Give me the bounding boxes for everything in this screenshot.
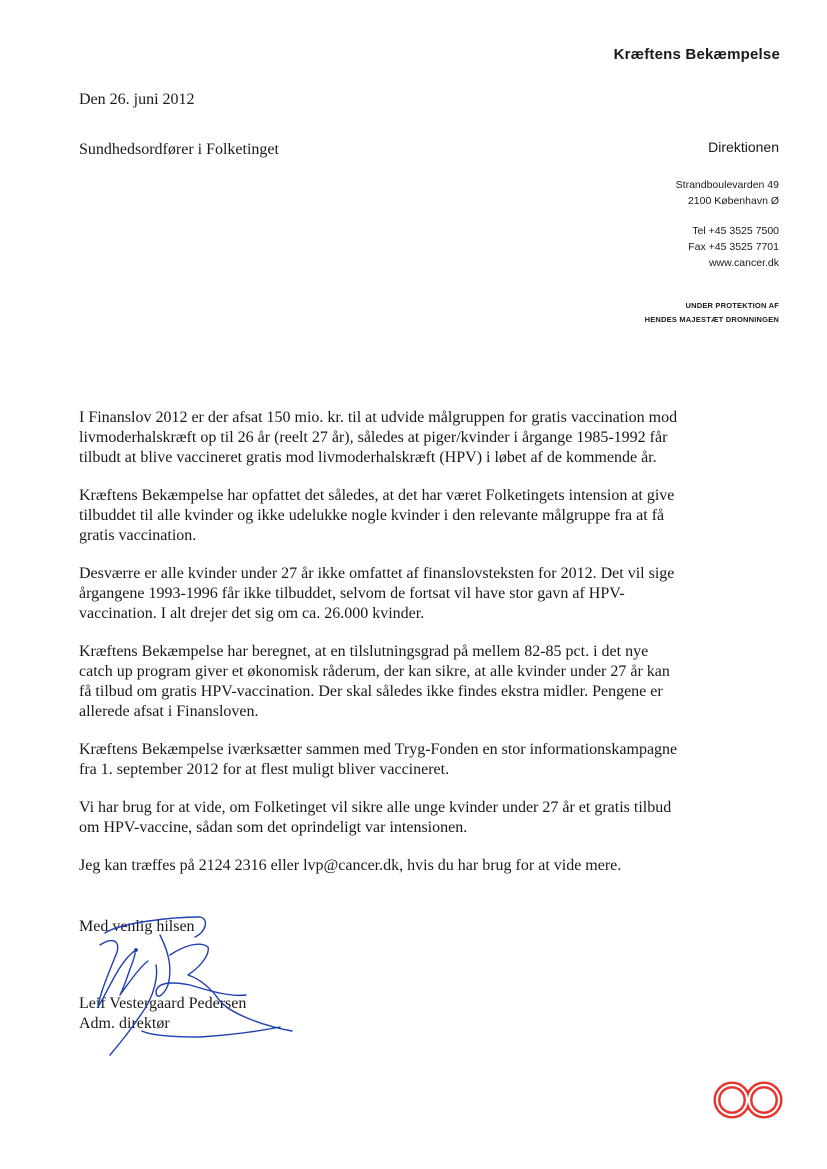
contact-block bbox=[688, 223, 779, 271]
paragraph bbox=[79, 408, 739, 468]
department: Direktionen bbox=[708, 139, 779, 155]
patronage-line: HENDES MAJESTÆT DRONNINGEN bbox=[644, 315, 779, 324]
paragraph bbox=[79, 856, 739, 876]
text-line: få tilbud om gratis HPV-vaccination. Der skal således ikke findes ekstra midler. Pengene er bbox=[79, 683, 663, 700]
organization-name: Kræftens Bekæmpelse bbox=[613, 46, 780, 63]
fax-line: Fax +45 3525 7701 bbox=[688, 241, 779, 253]
text-line: Vi har brug for at vide, om Folketinget vil sikre alle unge kvinder under 27 år et gratis tilbud bbox=[79, 799, 672, 816]
paragraph bbox=[79, 740, 739, 780]
handwritten-signature-icon bbox=[60, 895, 310, 1065]
text-line: Desværre er alle kvinder under 27 år ikke omfattet af finanslovsteksten for 2012. Det vil sige bbox=[79, 565, 675, 582]
patronage-line: UNDER PROTEKTION AF bbox=[685, 301, 779, 310]
text-line: Kræftens Bekæmpelse iværksætter sammen med Tryg-Fonden en stor informationskampagne bbox=[79, 741, 678, 758]
recipient: Sundhedsordfører i Folketinget bbox=[79, 141, 279, 158]
text-line: tilbudt at blive vaccineret gratis mod livmoderhalskræft (HPV) i løbet af de kommende år. bbox=[79, 449, 657, 466]
text-line: Kræftens Bekæmpelse har opfattet det således, at det har været Folketingets intension at give bbox=[79, 487, 675, 504]
closing: Med venlig hilsen bbox=[79, 918, 195, 935]
paragraph bbox=[79, 564, 739, 624]
signer-title: Adm. direktør bbox=[79, 1015, 170, 1032]
address-block bbox=[676, 177, 779, 209]
text-line: tilbuddet til alle kvinder og ikke udelukke nogle kvinder i den relevante målgruppe fra at få bbox=[79, 507, 665, 524]
text-line: allerede afsat i Finansloven. bbox=[79, 703, 259, 720]
text-line: gratis vaccination. bbox=[79, 527, 197, 544]
letter-body bbox=[79, 408, 739, 894]
text-line: årgangene 1993-1996 får ikke tilbuddet, selvom de fortsat vil have stor gavn af HPV- bbox=[79, 585, 625, 602]
text-line: om HPV-vaccine, sådan som det oprindeligt var intensionen. bbox=[79, 819, 468, 836]
paragraph bbox=[79, 642, 739, 722]
address-line: 2100 København Ø bbox=[687, 195, 779, 207]
text-line: fra 1. september 2012 for at flest muligt bliver vaccineret. bbox=[79, 761, 450, 778]
text-line: livmoderhalskræft op til 26 år (reelt 27 år), således at piger/kvinder i årgange 1985-1992 får bbox=[79, 429, 668, 446]
paragraph bbox=[79, 798, 739, 838]
letter-date: Den 26. juni 2012 bbox=[79, 91, 195, 108]
text-line: vaccination. I alt drejer det sig om ca. 26.000 kvinder. bbox=[79, 605, 425, 622]
patronage-note bbox=[645, 299, 779, 327]
address-line: Strandboulevarden 49 bbox=[675, 179, 779, 191]
text-line: catch up program giver et økonomisk råderum, der kan sikre, at alle kvinder under 27 år kan bbox=[79, 663, 670, 680]
website-line: www.cancer.dk bbox=[708, 257, 779, 269]
signer-name: Leif Vestergaard Pedersen bbox=[79, 995, 247, 1012]
phone-line: Tel +45 3525 7500 bbox=[692, 225, 779, 237]
text-line: I Finanslov 2012 er der afsat 150 mio. kr. til at udvide målgruppen for gratis vaccination mod bbox=[79, 409, 678, 426]
text-line: Kræftens Bekæmpelse har beregnet, at en tilslutningsgrad på mellem 82-85 pct. i det nye bbox=[79, 643, 649, 660]
text-line: Jeg kan træffes på 2124 2316 eller lvp@cancer.dk, hvis du har brug for at vide mere. bbox=[79, 857, 622, 874]
kraeftens-bekaempelse-logo-icon bbox=[711, 1078, 785, 1122]
paragraph bbox=[79, 486, 739, 546]
